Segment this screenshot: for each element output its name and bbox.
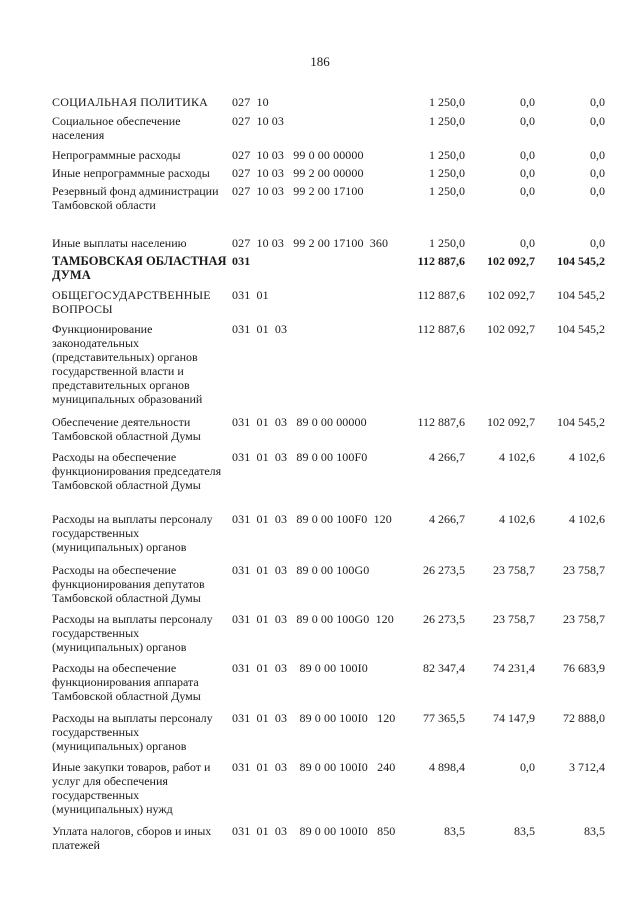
row-name: ОБЩЕГОСУДАРСТВЕННЫЕ ВОПРОСЫ bbox=[52, 288, 211, 316]
row-code: 031 01 03 89 0 00 100I0 850 bbox=[232, 824, 396, 838]
row-name: СОЦИАЛЬНАЯ ПОЛИТИКА bbox=[52, 95, 209, 109]
row-value-3: 104 545,2 bbox=[557, 322, 605, 336]
row-name: Непрограммные расходы bbox=[52, 148, 181, 162]
row-code: 027 10 bbox=[232, 95, 269, 109]
row-value-3: 104 545,2 bbox=[557, 254, 605, 268]
row-value-2: 0,0 bbox=[520, 236, 535, 250]
row-value-1: 77 365,5 bbox=[423, 711, 465, 725]
row-value-2: 83,5 bbox=[514, 824, 535, 838]
row-value-3: 0,0 bbox=[590, 236, 605, 250]
row-name: Социальное обеспечение населения bbox=[52, 114, 181, 142]
row-value-1: 1 250,0 bbox=[429, 184, 465, 198]
row-value-1: 112 887,6 bbox=[417, 322, 465, 336]
row-name: Расходы на обеспечение функционирования депутатов Тамбовской областной Думы bbox=[52, 563, 205, 605]
row-value-1: 26 273,5 bbox=[423, 612, 465, 626]
row-value-3: 4 102,6 bbox=[569, 450, 605, 464]
row-value-3: 72 888,0 bbox=[563, 711, 605, 725]
row-code: 031 01 bbox=[232, 288, 269, 302]
row-value-3: 104 545,2 bbox=[557, 415, 605, 429]
row-code: 027 10 03 bbox=[232, 114, 284, 128]
row-value-2: 102 092,7 bbox=[487, 288, 535, 302]
row-value-2: 74 231,4 bbox=[493, 661, 535, 675]
row-value-3: 0,0 bbox=[590, 184, 605, 198]
row-value-3: 0,0 bbox=[590, 166, 605, 180]
row-value-2: 0,0 bbox=[520, 95, 535, 109]
row-value-2: 102 092,7 bbox=[487, 322, 535, 336]
row-value-2: 23 758,7 bbox=[493, 612, 535, 626]
row-name: Функционирование законодательных (представительных) органов государственной власти и представительных органов муниципальных образований bbox=[52, 322, 203, 406]
row-name: Обеспечение деятельности Тамбовской областной Думы bbox=[52, 415, 201, 443]
row-value-2: 0,0 bbox=[520, 184, 535, 198]
row-value-1: 1 250,0 bbox=[429, 236, 465, 250]
row-name: Уплата налогов, сборов и иных платежей bbox=[52, 824, 212, 852]
row-name: Иные выплаты населению bbox=[52, 236, 187, 250]
row-value-2: 0,0 bbox=[520, 760, 535, 774]
row-value-2: 0,0 bbox=[520, 148, 535, 162]
row-code: 027 10 03 99 2 00 17100 bbox=[232, 184, 364, 198]
row-code: 031 01 03 89 0 00 100F0 bbox=[232, 450, 368, 464]
row-value-3: 104 545,2 bbox=[557, 288, 605, 302]
row-value-1: 1 250,0 bbox=[429, 95, 465, 109]
row-value-2: 4 102,6 bbox=[499, 512, 535, 526]
row-value-1: 112 887,6 bbox=[417, 254, 465, 268]
row-value-3: 0,0 bbox=[590, 95, 605, 109]
row-value-3: 76 683,9 bbox=[563, 661, 605, 675]
row-code: 027 10 03 99 0 00 00000 bbox=[232, 148, 364, 162]
row-value-1: 4 266,7 bbox=[429, 450, 465, 464]
row-value-1: 112 887,6 bbox=[417, 415, 465, 429]
row-value-1: 1 250,0 bbox=[429, 148, 465, 162]
row-code: 031 01 03 89 0 00 100I0 bbox=[232, 661, 368, 675]
row-value-3: 0,0 bbox=[590, 114, 605, 128]
row-value-3: 0,0 bbox=[590, 148, 605, 162]
row-value-1: 112 887,6 bbox=[417, 288, 465, 302]
row-value-2: 0,0 bbox=[520, 166, 535, 180]
row-value-1: 1 250,0 bbox=[429, 114, 465, 128]
row-value-3: 23 758,7 bbox=[563, 563, 605, 577]
row-code: 031 01 03 89 0 00 100I0 120 bbox=[232, 711, 396, 725]
row-value-2: 102 092,7 bbox=[487, 415, 535, 429]
row-value-1: 26 273,5 bbox=[423, 563, 465, 577]
row-value-1: 82 347,4 bbox=[423, 661, 465, 675]
row-name: Резервный фонд администрации Тамбовской области bbox=[52, 184, 219, 212]
row-name: Расходы на выплаты персоналу государственных (муниципальных) органов bbox=[52, 512, 213, 554]
row-value-3: 23 758,7 bbox=[563, 612, 605, 626]
row-value-2: 102 092,7 bbox=[487, 254, 535, 268]
row-code: 027 10 03 99 2 00 17100 360 bbox=[232, 236, 389, 250]
row-name: Расходы на обеспечение функционирования председателя Тамбовской областной Думы bbox=[52, 450, 222, 492]
row-value-3: 83,5 bbox=[584, 824, 605, 838]
row-value-2: 74 147,9 bbox=[493, 711, 535, 725]
row-code: 031 bbox=[232, 254, 251, 268]
row-name: Расходы на обеспечение функционирования аппарата Тамбовской областной Думы bbox=[52, 661, 201, 703]
row-value-1: 4 266,7 bbox=[429, 512, 465, 526]
row-value-1: 83,5 bbox=[444, 824, 465, 838]
row-code: 031 01 03 89 0 00 100G0 120 bbox=[232, 612, 394, 626]
row-value-3: 4 102,6 bbox=[569, 512, 605, 526]
row-code: 027 10 03 99 2 00 00000 bbox=[232, 166, 364, 180]
row-code: 031 01 03 89 0 00 100F0 120 bbox=[232, 512, 392, 526]
row-name: Расходы на выплаты персоналу государственных (муниципальных) органов bbox=[52, 612, 213, 654]
row-name: Иные непрограммные расходы bbox=[52, 166, 210, 180]
row-name: ТАМБОВСКАЯ ОБЛАСТНАЯ ДУМА bbox=[52, 254, 227, 282]
row-value-2: 0,0 bbox=[520, 114, 535, 128]
row-code: 031 01 03 bbox=[232, 322, 288, 336]
row-value-1: 4 898,4 bbox=[429, 760, 465, 774]
row-code: 031 01 03 89 0 00 00000 bbox=[232, 415, 367, 429]
row-value-2: 4 102,6 bbox=[499, 450, 535, 464]
row-value-1: 1 250,0 bbox=[429, 166, 465, 180]
row-value-2: 23 758,7 bbox=[493, 563, 535, 577]
row-name: Расходы на выплаты персоналу государственных (муниципальных) органов bbox=[52, 711, 213, 753]
page-number: 186 bbox=[310, 54, 330, 69]
row-code: 031 01 03 89 0 00 100I0 240 bbox=[232, 760, 396, 774]
row-value-3: 3 712,4 bbox=[569, 760, 605, 774]
row-code: 031 01 03 89 0 00 100G0 bbox=[232, 563, 370, 577]
row-name: Иные закупки товаров, работ и услуг для обеспечения государственных (муниципальных) нужд bbox=[52, 760, 211, 816]
